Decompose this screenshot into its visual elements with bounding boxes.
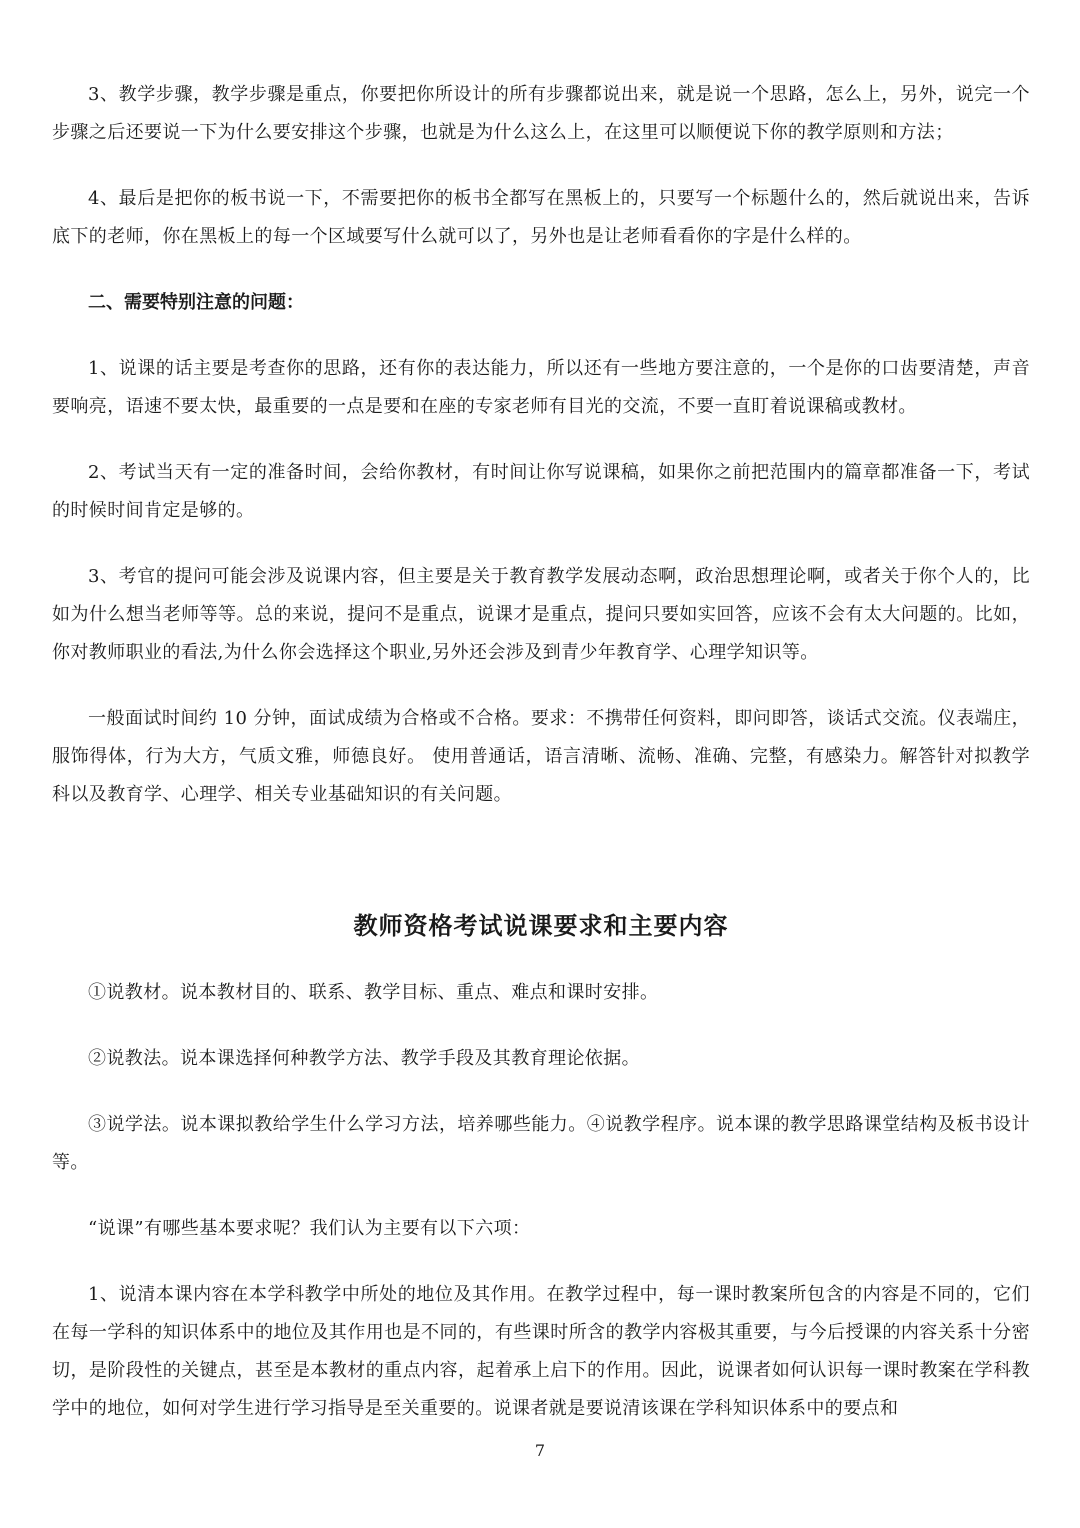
paragraph-attention-2: 2、考试当天有一定的准备时间，会给你教材，有时间让你写说课稿，如果你之前把范围内的篇章都准备一下，考试的时候时间肯定是够的。 bbox=[52, 462, 1030, 521]
list-item-textbook: ①说教材。说本教材目的、联系、教学目标、重点、难点和课时安排。 bbox=[88, 982, 659, 1003]
page-title: 教师资格考试说课要求和主要内容 bbox=[353, 912, 729, 940]
list-item-method: ②说教法。说本课选择何种教学方法、教学手段及其教育理论依据。 bbox=[88, 1048, 640, 1069]
paragraph-blackboard: 4、最后是把你的板书说一下，不需要把你的板书全都写在黑板上的，只要写一个标题什么的，然后就说出来，告诉底下的老师，你在黑板上的每一个区域要写什么就可以了，另外也是让老师看看你的字是什么样的。 bbox=[52, 188, 1030, 247]
document-page bbox=[52, 76, 1030, 1428]
page-number: 7 bbox=[534, 1441, 546, 1460]
list-item-study-method: ③说学法。说本课拟教给学生什么学习方法，培养哪些能力。④说教学程序。说本课的教学思路课堂结构及板书设计等。 bbox=[52, 1114, 1030, 1173]
paragraph-attention-3: 3、考官的提问可能会涉及说课内容，但主要是关于教育教学发展动态啊，政治思想理论啊，或者关于你个人的，比如为什么想当老师等等。总的来说，提问不是重点，说课才是重点，提问只要如实回答，应该不会有太大问题的。比如，你对教师职业的看法,为什么你会选择这个职业,另外还会涉及到青少年教育学、心理学知识等。 bbox=[52, 566, 1030, 663]
paragraph-question: “说课”有哪些基本要求呢？我们认为主要有以下六项： bbox=[88, 1218, 531, 1239]
paragraph-teaching-steps: 3、教学步骤，教学步骤是重点，你要把你所设计的所有步骤都说出来，就是说一个思路，怎么上，另外，说完一个步骤之后还要说一下为什么要安排这个步骤，也就是为什么这么上，在这里可以顺便说下你的教学原则和方法； bbox=[52, 84, 1030, 143]
paragraph-interview: 一般面试时间约 10 分钟，面试成绩为合格或不合格。要求：不携带任何资料，即问即答，谈话式交流。仪表端庄，服饰得体，行为大方，气质文雅，师德良好。 使用普通话，语言清晰、流畅、准确、完整，有感染力。解答针对拟教学科以及教育学、心理学、相关专业基础知识的有关问题。 bbox=[52, 708, 1030, 805]
paragraph-attention-1: 1、说课的话主要是考查你的思路，还有你的表达能力，所以还有一些地方要注意的，一个是你的口齿要清楚，声音要响亮，语速不要太快，最重要的一点是要和在座的专家老师有目光的交流，不要一直盯着说课稿或教材。 bbox=[52, 358, 1030, 417]
section-heading-attention: 二、需要特别注意的问题： bbox=[88, 292, 304, 313]
paragraph-requirement-1: 1、说清本课内容在本学科教学中所处的地位及其作用。在教学过程中，每一课时教案所包含的内容是不同的，它们在每一学科的知识体系中的地位及其作用也是不同的，有些课时所含的教学内容极其重要，与今后授课的内容关系十分密切，是阶段性的关键点，甚至是本教材的重点内容，起着承上启下的作用。因此，说课者如何认识每一课时教案在学科教学中的地位，如何对学生进行学习指导是至关重要的。说课者就是要说清该课在学科知识体系中的要点和 bbox=[52, 1284, 1030, 1419]
